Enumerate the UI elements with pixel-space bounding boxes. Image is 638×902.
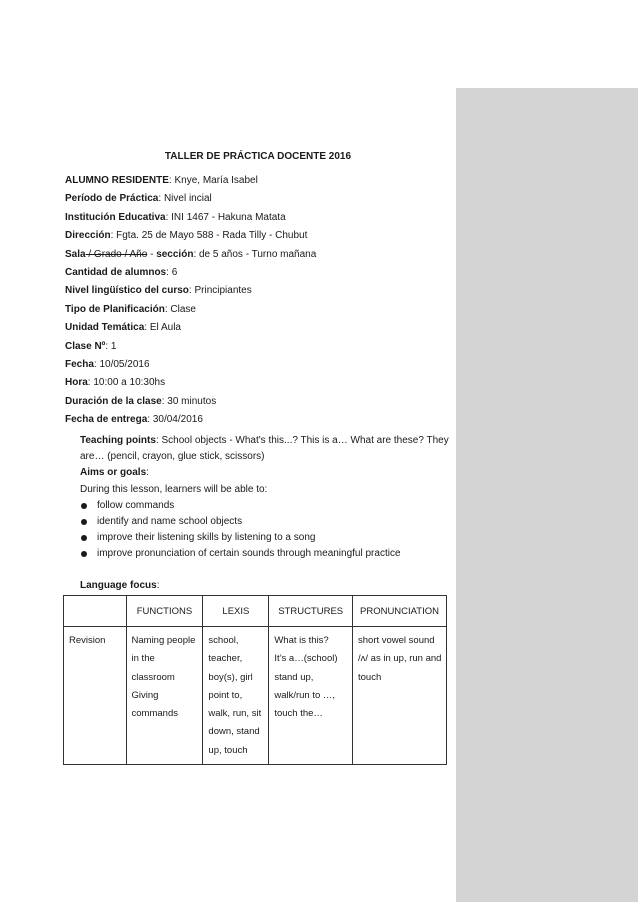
cell-line: short vowel sound (358, 635, 435, 646)
field-label: ALUMNO RESIDENTE (65, 175, 169, 186)
field-label: Fecha (65, 358, 94, 370)
field-value: 30 minutos (167, 395, 217, 407)
cell-line: What is this? (274, 635, 329, 646)
separator: - (147, 248, 157, 260)
language-focus-label: Language focus (80, 580, 157, 591)
cell-line: stand up, (274, 671, 314, 683)
cell-line: in the (131, 653, 155, 665)
aims-intro: During this lesson, learners will be able to: (80, 483, 268, 495)
teaching-points-text: School objects - What's this...? This is a… What are these? They (161, 435, 449, 446)
field-periodo: Período de Práctica: Nivel incial (65, 193, 212, 205)
field-unidad: Unidad Temática: El Aula (65, 322, 181, 334)
teaching-points-line: Teaching points: School objects - What's this...? This is a… What are these? They (80, 435, 449, 446)
field-sala: Sala / Grado / Año - sección: de 5 años - Turno mañana (65, 248, 317, 260)
field-value: Clase (170, 303, 196, 315)
column-header: PRONUNCIATION (353, 596, 447, 627)
table-cell (353, 627, 447, 765)
field-label: Nivel lingüístico del curso (65, 285, 189, 297)
field-value: Principiantes (194, 285, 252, 297)
field-label: Cantidad de alumnos (65, 266, 167, 278)
field-nivel: Nivel lingüístico del curso: Principiantes (65, 285, 252, 297)
cell-line: commands (131, 708, 178, 720)
aims-label: Aims or goals (80, 467, 147, 479)
field-fecha: Fecha: 10/05/2016 (65, 358, 150, 370)
language-focus-table (63, 595, 447, 765)
language-focus-heading: Language focus: (80, 580, 160, 591)
field-label: Dirección (65, 230, 111, 242)
field-value: 30/04/2016 (152, 414, 203, 426)
list-item: improve pronunciation of certain sounds through meaningful practice (80, 546, 460, 562)
field-label: Fecha de entrega (65, 414, 148, 426)
field-label: Hora (65, 377, 88, 389)
cell-line: school, (208, 635, 239, 646)
table-row (64, 627, 447, 765)
field-cantidad: Cantidad de alumnos: 6 (65, 266, 178, 278)
cell-line: up, touch (208, 744, 248, 756)
field-label: Institución Educativa (65, 211, 166, 223)
field-label: Duración de la clase (65, 395, 162, 407)
field-value: de 5 años - Turno mañana (199, 248, 317, 260)
cell-line: Giving (131, 689, 159, 701)
field-value: Nivel incial (163, 193, 212, 205)
field-hora: Hora: 10:00 a 10:30hs (65, 377, 166, 389)
list-item: identify and name school objects (80, 514, 460, 530)
list-item: follow commands (80, 498, 460, 514)
field-value: Fgta. 25 de Mayo 588 - Rada Tilly - Chubut (116, 230, 308, 242)
field-value: El Aula (149, 322, 181, 334)
field-value: 10/05/2016 (99, 358, 150, 370)
list-item: improve their listening skills by listening to a song (80, 530, 460, 546)
field-value: 1 (110, 340, 117, 352)
comments-pane (456, 88, 638, 902)
field-value: Knye, María Isabel (174, 175, 258, 186)
cell-line: walk, run, sit (208, 708, 262, 720)
field-direccion: Dirección: Fgta. 25 de Mayo 588 - Rada Tilly - Chubut (65, 230, 308, 242)
cell-line: walk/run to …, (274, 689, 336, 701)
table-cell (126, 627, 203, 765)
teaching-points-line-2: are… (pencil, crayon, glue stick, scissors) (80, 451, 265, 463)
teaching-points (80, 433, 460, 563)
cell-line: classroom (131, 671, 175, 683)
cell-line: boy(s), girl (208, 671, 253, 683)
table-cell (64, 627, 127, 765)
field-clase: Clase Nº: 1 (65, 340, 117, 352)
document-title: TALLER DE PRÁCTICA DOCENTE 2016 (164, 151, 352, 162)
field-label: sección (156, 248, 194, 260)
table-cell (203, 627, 269, 765)
field-tipo: Tipo de Planificación: Clase (65, 303, 196, 315)
header-fields (65, 172, 445, 429)
cell-line: /ʌ/ as in up, run and (358, 653, 442, 665)
field-label: Sala (65, 248, 86, 260)
field-label: Unidad Temática (65, 322, 145, 334)
cell-line: touch (358, 671, 382, 683)
table-cell (269, 627, 353, 765)
table-header-row (64, 596, 447, 627)
cell-line: Revision (69, 635, 106, 646)
field-alumno: ALUMNO RESIDENTE: Knye, María Isabel (65, 175, 258, 186)
field-label: Tipo de Planificación (65, 303, 165, 315)
field-institucion: Institución Educativa: INI 1467 - Hakuna Matata (65, 211, 286, 223)
aims-list (80, 498, 460, 563)
field-duracion: Duración de la clase: 30 minutos (65, 395, 217, 407)
cell-line: down, stand (208, 726, 260, 738)
column-header: LEXIS (203, 596, 269, 627)
struck-text: / Grado / Año (85, 248, 148, 260)
cell-line: teacher, (208, 653, 243, 665)
teaching-points-label: Teaching points (80, 435, 156, 446)
field-value: 6 (171, 266, 178, 278)
aims-heading: Aims or goals: (80, 467, 149, 479)
cell-line: point to, (208, 689, 243, 701)
cell-line: Naming people (131, 635, 196, 646)
column-header: STRUCTURES (269, 596, 353, 627)
field-value: 10:00 a 10:30hs (93, 377, 166, 389)
field-entrega: Fecha de entrega: 30/04/2016 (65, 414, 203, 426)
column-header: FUNCTIONS (126, 596, 203, 627)
cell-line: It’s a…(school) (274, 653, 338, 665)
field-value: INI 1467 - Hakuna Matata (171, 211, 286, 223)
column-header (64, 596, 127, 627)
field-label: Período de Práctica (65, 193, 159, 205)
field-label: Clase Nº (65, 340, 106, 352)
cell-line: touch the… (274, 708, 323, 720)
